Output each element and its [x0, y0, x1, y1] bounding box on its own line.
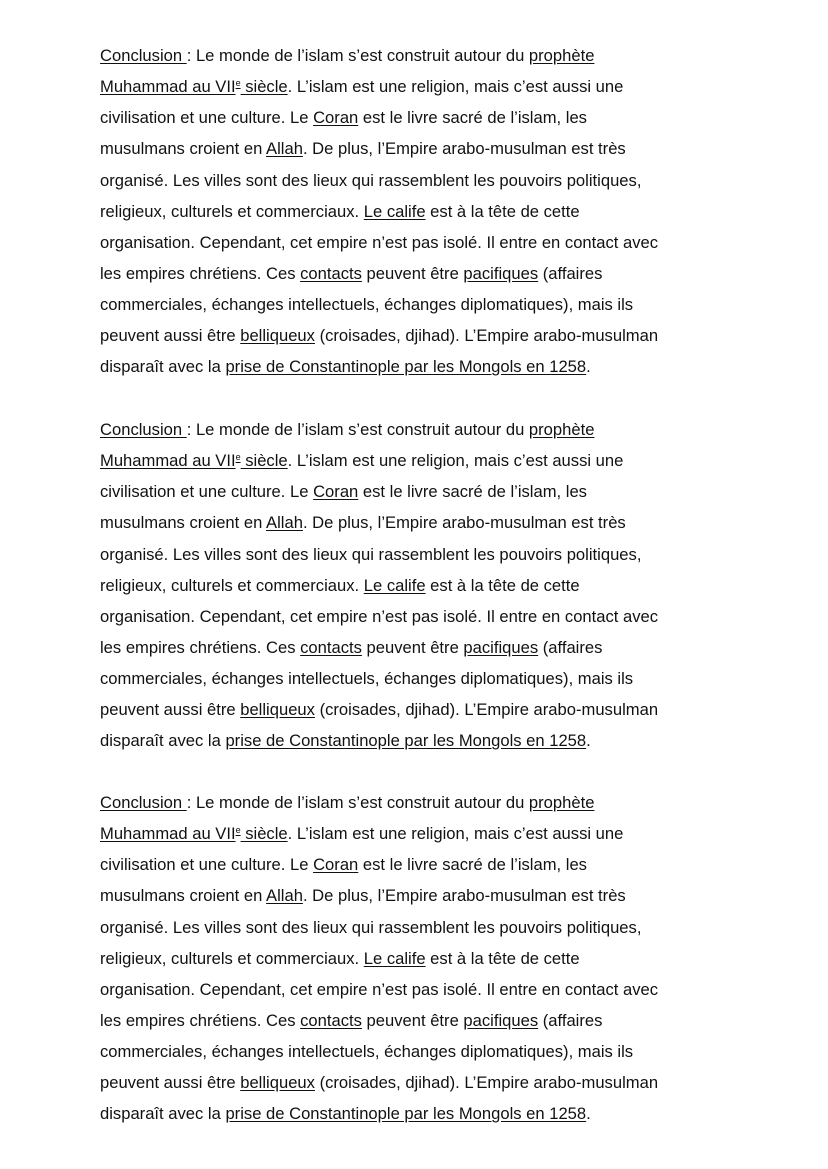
text-line [100, 351, 740, 382]
underlined-term: siècle [240, 77, 288, 97]
text-segment: civilisation et une culture. Le [100, 855, 314, 875]
text-line [100, 71, 740, 102]
text-segment: musulmans croient en [100, 513, 267, 533]
underlined-term: siècle [240, 451, 288, 471]
text-line [100, 1067, 740, 1098]
text-segment: peuvent aussi être [100, 1073, 241, 1093]
text-line [100, 880, 740, 911]
underlined-term: Coran [313, 855, 359, 875]
underlined-term: Le calife [363, 948, 426, 968]
text-segment: . De plus, l’Empire arabo-musulman est très [302, 886, 626, 906]
text-segment: civilisation et une culture. Le [100, 482, 314, 502]
text-segment: . [586, 1104, 591, 1124]
text-line [100, 102, 740, 133]
text-line [100, 320, 740, 351]
text-segment: organisé. Les villes sont des lieux qui rassemblent les pouvoirs politiques, [100, 544, 642, 564]
underlined-term: prophète [528, 793, 595, 812]
text-line [100, 974, 740, 1005]
underlined-term: Conclusion [100, 420, 187, 439]
text-segment: organisation. Cependant, cet empire n’est pas isolé. Il entre en contact avec [100, 979, 659, 999]
text-segment: est le livre sacré de l’islam, les [358, 855, 587, 875]
underlined-term: Muhammad au VII [100, 77, 236, 97]
text-line [100, 632, 740, 663]
text-segment: (affaires [538, 637, 603, 657]
text-segment: religieux, culturels et commerciaux. [100, 948, 364, 968]
text-segment: . De plus, l’Empire arabo-musulman est très [302, 513, 626, 533]
underlined-term: e [235, 452, 241, 463]
text-segment: : Le monde de l’islam s’est construit autour du [186, 46, 529, 65]
text-line [100, 1098, 740, 1129]
text-segment: peuvent être [361, 263, 464, 283]
underlined-term: contacts [300, 1010, 362, 1030]
text-line [100, 663, 740, 694]
text-segment: organisé. Les villes sont des lieux qui rassemblent les pouvoirs politiques, [100, 917, 642, 937]
text-segment: peuvent aussi être [100, 700, 241, 720]
text-line [100, 165, 740, 196]
underlined-term: e [235, 78, 241, 89]
text-segment: est à la tête de cette [425, 948, 580, 968]
underlined-term: contacts [300, 263, 362, 283]
text-segment: : Le monde de l’islam s’est construit autour du [186, 793, 529, 812]
text-line [100, 849, 740, 880]
text-line [100, 196, 740, 227]
underlined-term: belliqueux [240, 1073, 315, 1093]
underlined-term: Allah [266, 139, 303, 159]
text-segment: religieux, culturels et commerciaux. [100, 575, 364, 595]
text-segment: organisation. Cependant, cet empire n’est pas isolé. Il entre en contact avec [100, 606, 659, 626]
text-line [100, 912, 740, 943]
text-line [100, 787, 740, 818]
text-segment: musulmans croient en [100, 139, 267, 159]
text-line [100, 725, 740, 756]
text-segment: est à la tête de cette [425, 575, 580, 595]
text-segment: (croisades, djihad). L’Empire arabo-musulman [314, 1073, 659, 1093]
text-line [100, 414, 740, 445]
text-segment: disparaît avec la [100, 731, 226, 751]
text-segment: disparaît avec la [100, 357, 226, 377]
text-line [100, 227, 740, 258]
text-line [100, 507, 740, 538]
text-segment: disparaît avec la [100, 1104, 226, 1124]
underlined-term: Conclusion [100, 793, 187, 812]
text-segment: les empires chrétiens. Ces [100, 637, 301, 657]
text-segment: . L’islam est une religion, mais c’est aussi une [287, 824, 624, 844]
text-segment: peuvent être [361, 1010, 464, 1030]
text-segment: les empires chrétiens. Ces [100, 263, 301, 283]
text-line [100, 445, 740, 476]
text-line [100, 694, 740, 725]
text-segment: peuvent aussi être [100, 326, 241, 346]
text-segment: . L’islam est une religion, mais c’est aussi une [287, 451, 624, 471]
text-segment: (affaires [538, 263, 603, 283]
text-line [100, 258, 740, 289]
text-segment: organisé. Les villes sont des lieux qui rassemblent les pouvoirs politiques, [100, 170, 642, 190]
text-segment: organisation. Cependant, cet empire n’est pas isolé. Il entre en contact avec [100, 232, 659, 252]
underlined-term: prophète [528, 46, 595, 65]
text-segment: civilisation et une culture. Le [100, 108, 314, 128]
text-line [100, 601, 740, 632]
text-segment: peuvent être [361, 637, 464, 657]
text-segment: commerciales, échanges intellectuels, échanges diplomatiques), mais ils [100, 669, 634, 689]
text-line [100, 539, 740, 570]
conclusion-paragraph [100, 414, 740, 757]
text-segment: religieux, culturels et commerciaux. [100, 201, 364, 221]
text-line [100, 570, 740, 601]
text-line [100, 289, 740, 320]
text-segment: . De plus, l’Empire arabo-musulman est très [302, 139, 626, 159]
underlined-term: Allah [266, 886, 303, 906]
text-segment: est à la tête de cette [425, 201, 580, 221]
text-line [100, 133, 740, 164]
text-line [100, 818, 740, 849]
underlined-term: contacts [300, 637, 362, 657]
text-segment: commerciales, échanges intellectuels, échanges diplomatiques), mais ils [100, 295, 634, 315]
text-segment: est le livre sacré de l’islam, les [358, 482, 587, 502]
underlined-term: Conclusion [100, 46, 187, 65]
text-segment: . [586, 357, 591, 377]
underlined-term: Muhammad au VII [100, 824, 236, 844]
text-segment: (affaires [538, 1010, 603, 1030]
text-segment: est le livre sacré de l’islam, les [358, 108, 587, 128]
text-segment: musulmans croient en [100, 886, 267, 906]
text-segment: . [586, 731, 591, 751]
underlined-term: pacifiques [463, 1010, 539, 1030]
text-line [100, 1005, 740, 1036]
underlined-term: e [235, 825, 241, 836]
text-segment: (croisades, djihad). L’Empire arabo-musulman [314, 326, 659, 346]
underlined-term: prise de Constantinople par les Mongols en 1258 [225, 731, 587, 751]
underlined-term: prophète [528, 420, 595, 439]
text-segment: : Le monde de l’islam s’est construit autour du [186, 420, 529, 439]
underlined-term: belliqueux [240, 700, 315, 720]
underlined-term: siècle [240, 824, 288, 844]
underlined-term: Coran [313, 482, 359, 502]
underlined-term: belliqueux [240, 326, 315, 346]
text-line [100, 40, 740, 71]
underlined-term: prise de Constantinople par les Mongols en 1258 [225, 1104, 587, 1124]
underlined-term: Allah [266, 513, 303, 533]
underlined-term: Le calife [363, 201, 426, 221]
text-segment: (croisades, djihad). L’Empire arabo-musulman [314, 700, 659, 720]
underlined-term: pacifiques [463, 263, 539, 283]
text-segment: les empires chrétiens. Ces [100, 1010, 301, 1030]
text-line [100, 476, 740, 507]
underlined-term: prise de Constantinople par les Mongols en 1258 [225, 357, 587, 377]
text-segment: commerciales, échanges intellectuels, échanges diplomatiques), mais ils [100, 1042, 634, 1062]
conclusion-paragraph [100, 40, 740, 383]
text-line [100, 1036, 740, 1067]
text-line [100, 943, 740, 974]
text-segment: . L’islam est une religion, mais c’est aussi une [287, 77, 624, 97]
conclusion-paragraph [100, 787, 740, 1130]
underlined-term: Coran [313, 108, 359, 128]
underlined-term: pacifiques [463, 637, 539, 657]
underlined-term: Muhammad au VII [100, 451, 236, 471]
underlined-term: Le calife [363, 575, 426, 595]
